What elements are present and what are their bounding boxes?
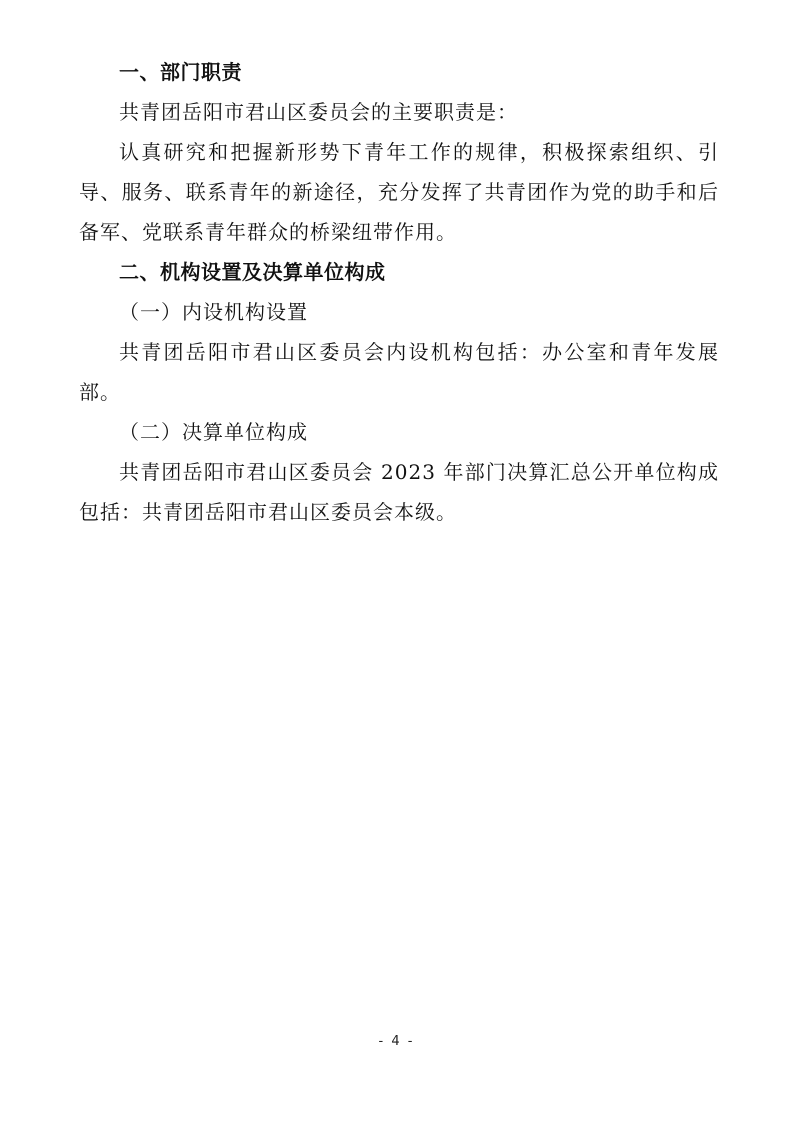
section-heading-duties: 一、部门职责 — [119, 60, 242, 84]
internal-structure-text: 共青团岳阳市君山区委员会内设机构包括：办公室和青年发展部。 — [79, 340, 719, 404]
subsection-title-internal: （一）内设机构设置 — [119, 300, 308, 324]
subsection-title-units: （二）决算单位构成 — [119, 420, 308, 444]
page-number: - 4 - — [378, 1034, 415, 1049]
units-composition-text: 共青团岳阳市君山区委员会 2023 年部门决算汇总公开单位构成包括：共青团岳阳市君山区委员会本级。 — [79, 460, 719, 524]
duties-intro: 共青团岳阳市君山区委员会的主要职责是： — [119, 100, 518, 124]
document-body — [79, 52, 719, 532]
section-heading-structure: 二、机构设置及决算单位构成 — [119, 260, 386, 284]
duties-description: 认真研究和把握新形势下青年工作的规律，积极探索组织、引导、服务、联系青年的新途径，充分发挥了共青团作为党的助手和后备军、党联系青年群众的桥梁纽带作用。 — [79, 140, 719, 244]
